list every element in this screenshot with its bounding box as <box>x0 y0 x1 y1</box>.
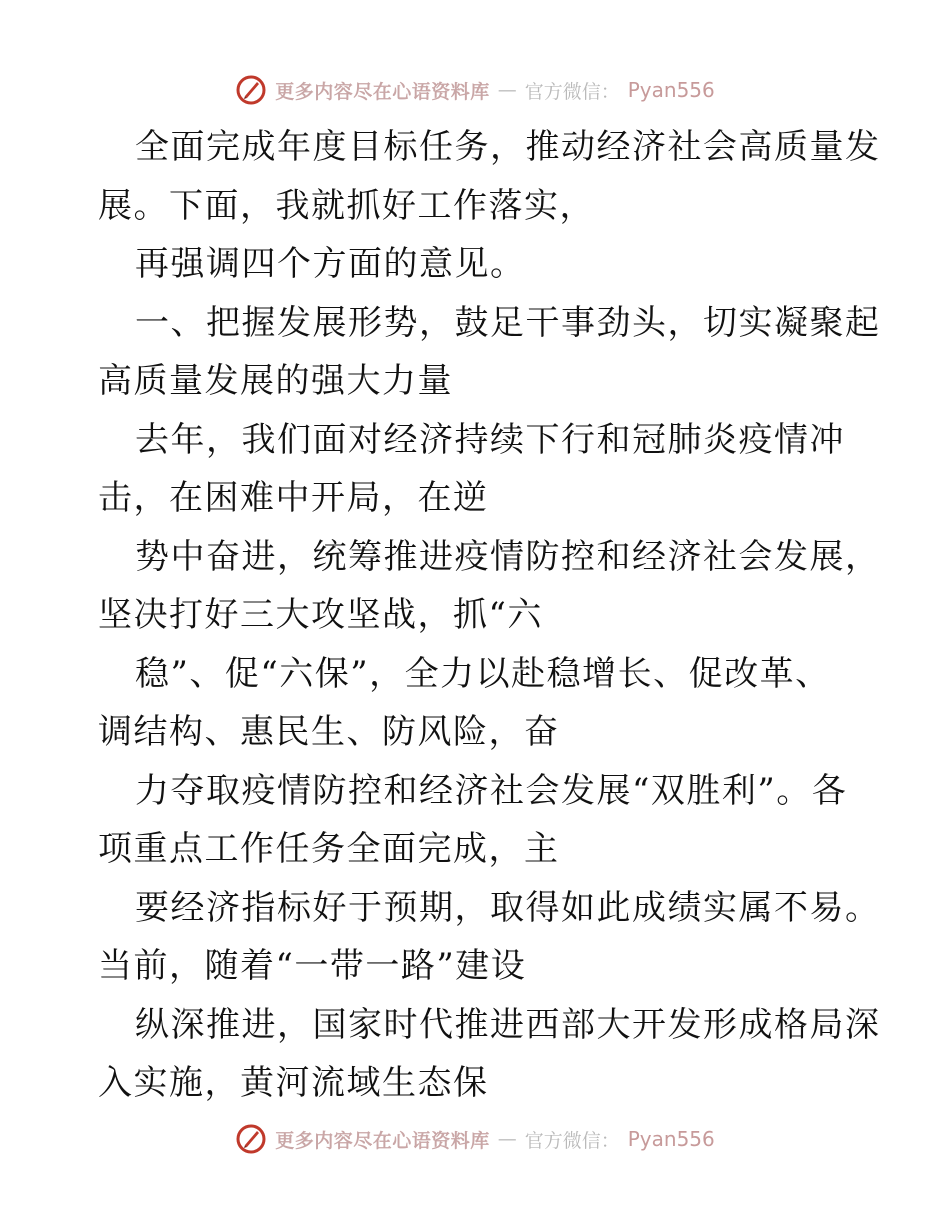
text-line: 再强调四个方面的意见。 <box>135 244 526 284</box>
document-body <box>98 118 881 1113</box>
wechat-label: 官方微信： <box>524 80 620 103</box>
brand-text: 更多内容尽在心语资料库 <box>275 1129 490 1152</box>
text-line: 展。下面，我就抓好工作落实， <box>98 185 595 226</box>
wechat-id: Pyan556 <box>627 1127 715 1151</box>
brand-separator: — <box>497 1128 517 1150</box>
text-line: 去年，我们面对经济持续下行和冠肺炎疫情冲 <box>135 419 845 460</box>
wechat-id: Pyan556 <box>627 78 715 102</box>
quill-circle-logo-icon <box>235 1123 267 1155</box>
brand-text: 更多内容尽在心语资料库 <box>275 80 490 103</box>
text-line: 坚决打好三大攻坚战，抓“六 <box>98 595 543 635</box>
text-line: 全面完成年度目标任务，推动经济社会高质量发 <box>135 127 881 167</box>
section-heading-line: 高质量发展的强大力量 <box>98 361 453 401</box>
text-line: 当前，随着“一带一路”建设 <box>98 946 527 986</box>
brand-separator: — <box>497 79 517 101</box>
text-line: 稳”、促“六保”，全力以赴稳增长、促改革、 <box>135 653 831 694</box>
text-line: 要经济指标好于预期，取得如此成绩实属不易。 <box>135 887 881 928</box>
text-line: 击，在困难中开局，在逆 <box>98 478 489 518</box>
wechat-label: 官方微信： <box>524 1129 620 1152</box>
section-heading-line: 一、把握发展形势，鼓足干事劲头，切实凝聚起 <box>135 302 881 343</box>
text-line: 势中奋进，统筹推进疫情防控和经济社会发展， <box>135 536 881 577</box>
footer-watermark <box>0 1119 950 1159</box>
quill-circle-logo-icon <box>235 74 267 106</box>
text-line: 入实施，黄河流域生态保 <box>98 1063 489 1103</box>
header-watermark <box>0 70 950 110</box>
text-line: 力夺取疫情防控和经济社会发展“双胜利”。各 <box>135 770 848 811</box>
text-line: 纵深推进，国家时代推进西部大开发形成格局深 <box>135 1004 881 1045</box>
text-line: 项重点工作任务全面完成，主 <box>98 829 560 869</box>
text-line: 调结构、惠民生、防风险，奋 <box>98 712 560 752</box>
